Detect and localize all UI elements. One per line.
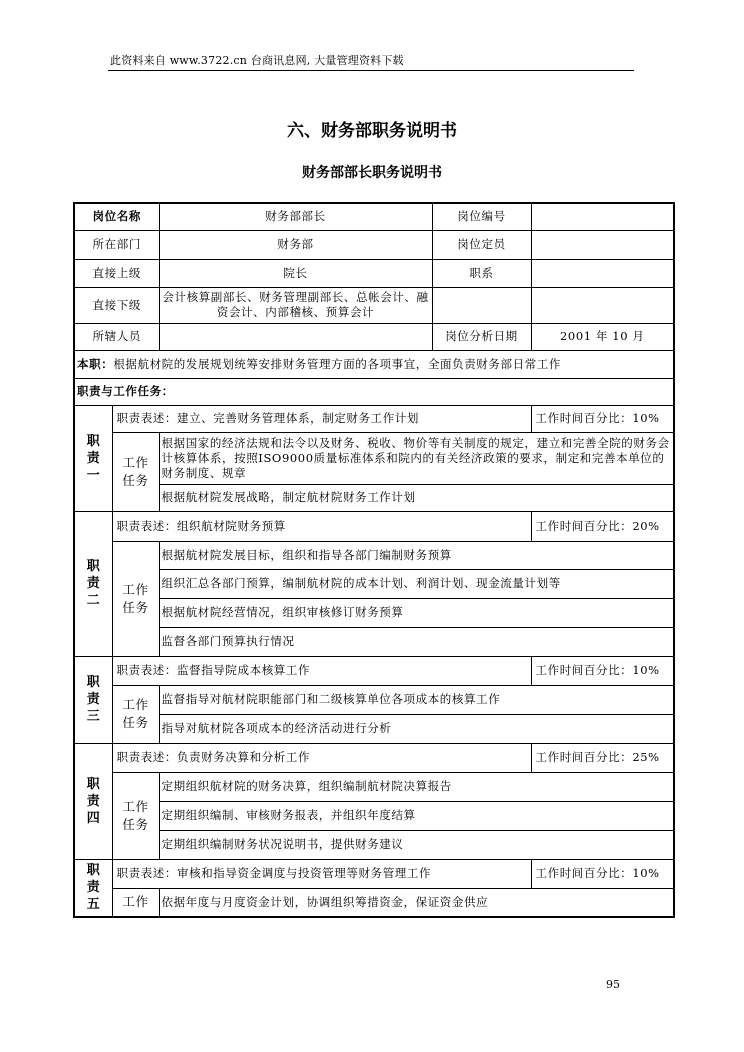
desc-prefix: 职责表述： — [116, 866, 177, 880]
duty-3-time-cell — [531, 656, 674, 685]
duty-1-label-text: 职 责 一 — [86, 433, 100, 483]
post-name-label: 岗位名称 — [74, 203, 159, 230]
duty-label-3 — [74, 656, 112, 743]
duty-3-task-1: 监督指导对航材院职能部门和二级核算单位各项成本的核算工作 — [159, 685, 674, 714]
staff-value — [159, 323, 432, 350]
duty-label-1 — [74, 405, 112, 511]
duty-1-desc-cell — [112, 405, 531, 432]
task-label-2 — [112, 541, 159, 656]
empty-cell — [531, 287, 674, 323]
duty-2-task-2: 组织汇总各部门预算，编制航材院的成本计划、利润计划、现金流量计划等 — [159, 569, 674, 598]
duty-5-time-cell — [531, 859, 674, 888]
task-label-2-text: 工作 任务 — [122, 581, 149, 615]
duty-label-4 — [74, 743, 112, 859]
duty-label-5 — [74, 859, 112, 917]
duty-4-time: 25% — [632, 750, 660, 764]
desc-prefix: 职责表述： — [116, 518, 177, 533]
duty-3-desc: 监督指导院成本核算工作 — [177, 663, 311, 677]
page-title: 六、财务部职务说明书 — [287, 121, 457, 141]
duty-row — [74, 350, 674, 378]
duty-2-task-1: 根据航材院发展目标，组织和指导各部门编制财务预算 — [159, 541, 674, 569]
duty-1-task-2: 根据航材院发展战略，制定航材院财务工作计划 — [159, 484, 674, 511]
staff-label: 所辖人员 — [74, 323, 159, 350]
analysis-date-value: 2001 年 10 月 — [531, 323, 674, 350]
duty-4-label-text: 职 责 四 — [86, 776, 100, 826]
duty-2-desc: 组织航材院财务预算 — [177, 518, 286, 533]
tasks-heading: 职责与工作任务： — [74, 378, 674, 405]
duty-2-time-cell — [531, 511, 674, 541]
duty-4-time-cell — [531, 743, 674, 772]
task-label-4 — [112, 772, 159, 859]
desc-prefix: 职责表述： — [116, 750, 177, 764]
duty-2-label-text: 职 责 二 — [86, 559, 100, 608]
dept-label: 所在部门 — [74, 230, 159, 259]
duty-1-time-cell — [531, 405, 674, 432]
empty-cell — [432, 287, 531, 323]
duty-2-task-3: 根据航材院经营情况，组织审核修订财务预算 — [159, 598, 674, 627]
dept-value: 财务部 — [159, 230, 432, 259]
duty-3-task-2: 指导对航材院各项成本的经济活动进行分析 — [159, 714, 674, 743]
duty-5-time: 10% — [632, 866, 660, 880]
time-prefix: 工作时间百分比： — [535, 663, 633, 677]
duty-3-label-text: 职 责 三 — [86, 675, 100, 724]
duty-label-2 — [74, 511, 112, 656]
series-label: 职系 — [432, 259, 531, 287]
duty-2-task-4: 监督各部门预算执行情况 — [159, 627, 674, 656]
duty-1-time: 10% — [632, 411, 660, 425]
time-prefix: 工作时间百分比： — [535, 518, 633, 533]
duty-5-label-text: 职 责 五 — [86, 863, 100, 913]
series-value — [531, 259, 674, 287]
duty-2-time: 20% — [632, 518, 660, 533]
post-no-label: 岗位编号 — [432, 203, 531, 230]
header-rule — [108, 70, 634, 71]
subordinate-label: 直接下级 — [74, 287, 159, 323]
duty-2-desc-cell — [112, 511, 531, 541]
task-label-5: 工作 — [112, 888, 159, 917]
task-label-1 — [112, 432, 159, 511]
job-description-table — [73, 202, 675, 918]
page-number: 95 — [606, 978, 620, 991]
analysis-date-label: 岗位分析日期 — [432, 323, 531, 350]
quota-value — [531, 230, 674, 259]
desc-prefix: 职责表述： — [116, 663, 177, 677]
duty-4-desc-cell — [112, 743, 531, 772]
superior-value: 院长 — [159, 259, 432, 287]
duty-4-task-1: 定期组织航材院的财务决算，组织编制航材院决算报告 — [159, 772, 674, 801]
duty-1-task-1: 根据国家的经济法规和法令以及财务、税收、物价等有关制度的规定，建立和完善全院的财务会计核算体系，按照ISO9000质量标准体系和院内的有关经济政策的要求，制定和完善本单位的财务制度、规章 — [159, 432, 674, 484]
duty-5-task-1: 依据年度与月度资金计划，协调组织筹措资金，保证资金供应 — [159, 888, 674, 917]
quota-label: 岗位定员 — [432, 230, 531, 259]
page-subtitle: 财务部部长职务说明书 — [302, 165, 442, 181]
duty-3-desc-cell — [112, 656, 531, 685]
post-name-value: 财务部部长 — [159, 203, 432, 230]
time-prefix: 工作时间百分比： — [535, 866, 633, 880]
duty-5-desc: 审核和指导资金调度与投资管理等财务管理工作 — [177, 866, 432, 880]
task-label-4-text: 工作 任务 — [122, 798, 149, 832]
post-no-value — [531, 203, 674, 230]
duty-4-task-3: 定期组织编制财务状况说明书，提供财务建议 — [159, 830, 674, 859]
task-label-1-text: 工作 任务 — [122, 454, 149, 488]
time-prefix: 工作时间百分比： — [535, 411, 633, 425]
desc-prefix: 职责表述： — [116, 411, 177, 425]
superior-label: 直接上级 — [74, 259, 159, 287]
duty-4-task-2: 定期组织编制、审核财务报表，并组织年度结算 — [159, 801, 674, 830]
duty-label: 本职： — [77, 356, 114, 371]
subordinate-value: 会计核算副部长、财务管理副部长、总帐会计、融资会计、内部稽核、预算会计 — [159, 287, 432, 323]
duty-5-desc-cell — [112, 859, 531, 888]
task-label-3-text: 工作 任务 — [122, 697, 149, 730]
duty-3-time: 10% — [632, 663, 660, 677]
task-label-3 — [112, 685, 159, 743]
duty-4-desc: 负责财务决算和分析工作 — [177, 750, 311, 764]
duty-text: 根据航材院的发展规划统筹安排财务管理方面的各项事宜，全面负责财务部日常工作 — [113, 356, 562, 371]
page-header: 此资料来自 www.3722.cn 台商讯息网, 大量管理资料下载 — [110, 54, 404, 67]
time-prefix: 工作时间百分比： — [535, 750, 633, 764]
duty-1-desc: 建立、完善财务管理体系，制定财务工作计划 — [177, 411, 419, 425]
